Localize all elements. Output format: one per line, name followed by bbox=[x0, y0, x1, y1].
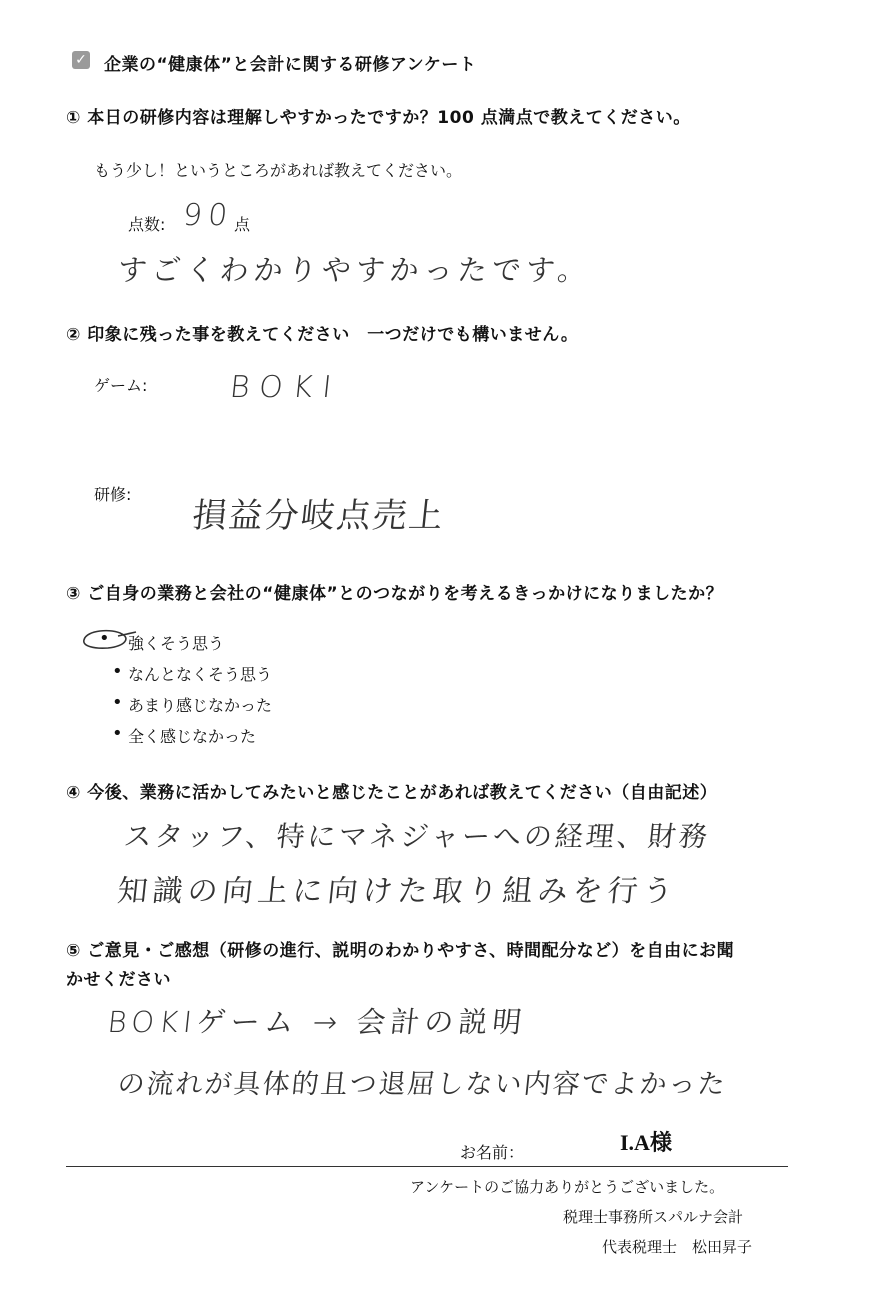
checkbox-icon bbox=[72, 51, 90, 69]
option-somewhat-agree: なんとなくそう思う bbox=[128, 665, 273, 684]
question-5-line-2: かせください bbox=[66, 970, 171, 990]
footer-thanks: アンケートのご協力ありがとうございました。 bbox=[410, 1178, 725, 1196]
q4-answer-line-1: スタッフ、特にマネジャーへの経理、財務 bbox=[122, 820, 712, 853]
footer-representative: 代表税理士 松田昇子 bbox=[602, 1238, 753, 1256]
option-bullet: • bbox=[99, 628, 110, 649]
q4-answer-line-2: 知識の向上に向けた取り組みを行う bbox=[115, 874, 680, 909]
footer-office: 税理士事務所スパルナ会計 bbox=[563, 1208, 744, 1226]
q1-answer: すごくわかりやすかったです。 bbox=[116, 253, 594, 287]
training-answer: 損益分岐点売上 bbox=[190, 496, 447, 536]
game-answer: BOKI bbox=[228, 370, 344, 405]
name-value: I.A様 bbox=[620, 1130, 672, 1155]
question-5-line-1: ⑤ ご意見・ご感想（研修の進行、説明のわかりやすさ、時間配分など）を自由にお聞 bbox=[66, 941, 735, 961]
name-label: お名前： bbox=[460, 1143, 525, 1162]
signature-divider bbox=[66, 1166, 788, 1167]
question-3: ③ ご自身の業務と会社の“健康体”とのつながりを考えるきっかけになりましたか？ bbox=[66, 584, 724, 604]
q5-answer-line-2: の流れが具体的且つ退屈しない内容でよかった bbox=[116, 1069, 729, 1100]
score-value: 90 bbox=[181, 198, 236, 233]
q5-answer-line-1: BOKIゲーム → 会計の説明 bbox=[106, 1005, 529, 1039]
option-bullet: • bbox=[112, 692, 123, 713]
training-label: 研修: bbox=[94, 485, 132, 504]
option-not-at-all: 全く感じなかった bbox=[128, 727, 257, 746]
question-4: ④ 今後、業務に活かしてみたいと感じたことがあれば教えてください（自由記述） bbox=[66, 783, 718, 803]
option-not-much: あまり感じなかった bbox=[128, 696, 273, 715]
check-mark-icon: ✓ bbox=[75, 52, 87, 68]
option-bullet: • bbox=[112, 661, 123, 682]
question-1: ① 本日の研修内容は理解しやすかったですか？100 点満点で教えてください。 bbox=[66, 108, 691, 128]
option-bullet: • bbox=[112, 723, 123, 744]
score-unit: 点 bbox=[234, 215, 251, 234]
game-label: ゲーム: bbox=[94, 376, 148, 395]
survey-title: 企業の“健康体”と会計に関する研修アンケート bbox=[104, 55, 477, 75]
score-label: 点数: bbox=[128, 215, 166, 234]
option-strongly-agree: 強くそう思う bbox=[128, 634, 225, 653]
question-1-sub: もう少し！というところがあれば教えてください。 bbox=[94, 161, 463, 180]
question-2: ② 印象に残った事を教えてください 一つだけでも構いません。 bbox=[66, 325, 579, 345]
